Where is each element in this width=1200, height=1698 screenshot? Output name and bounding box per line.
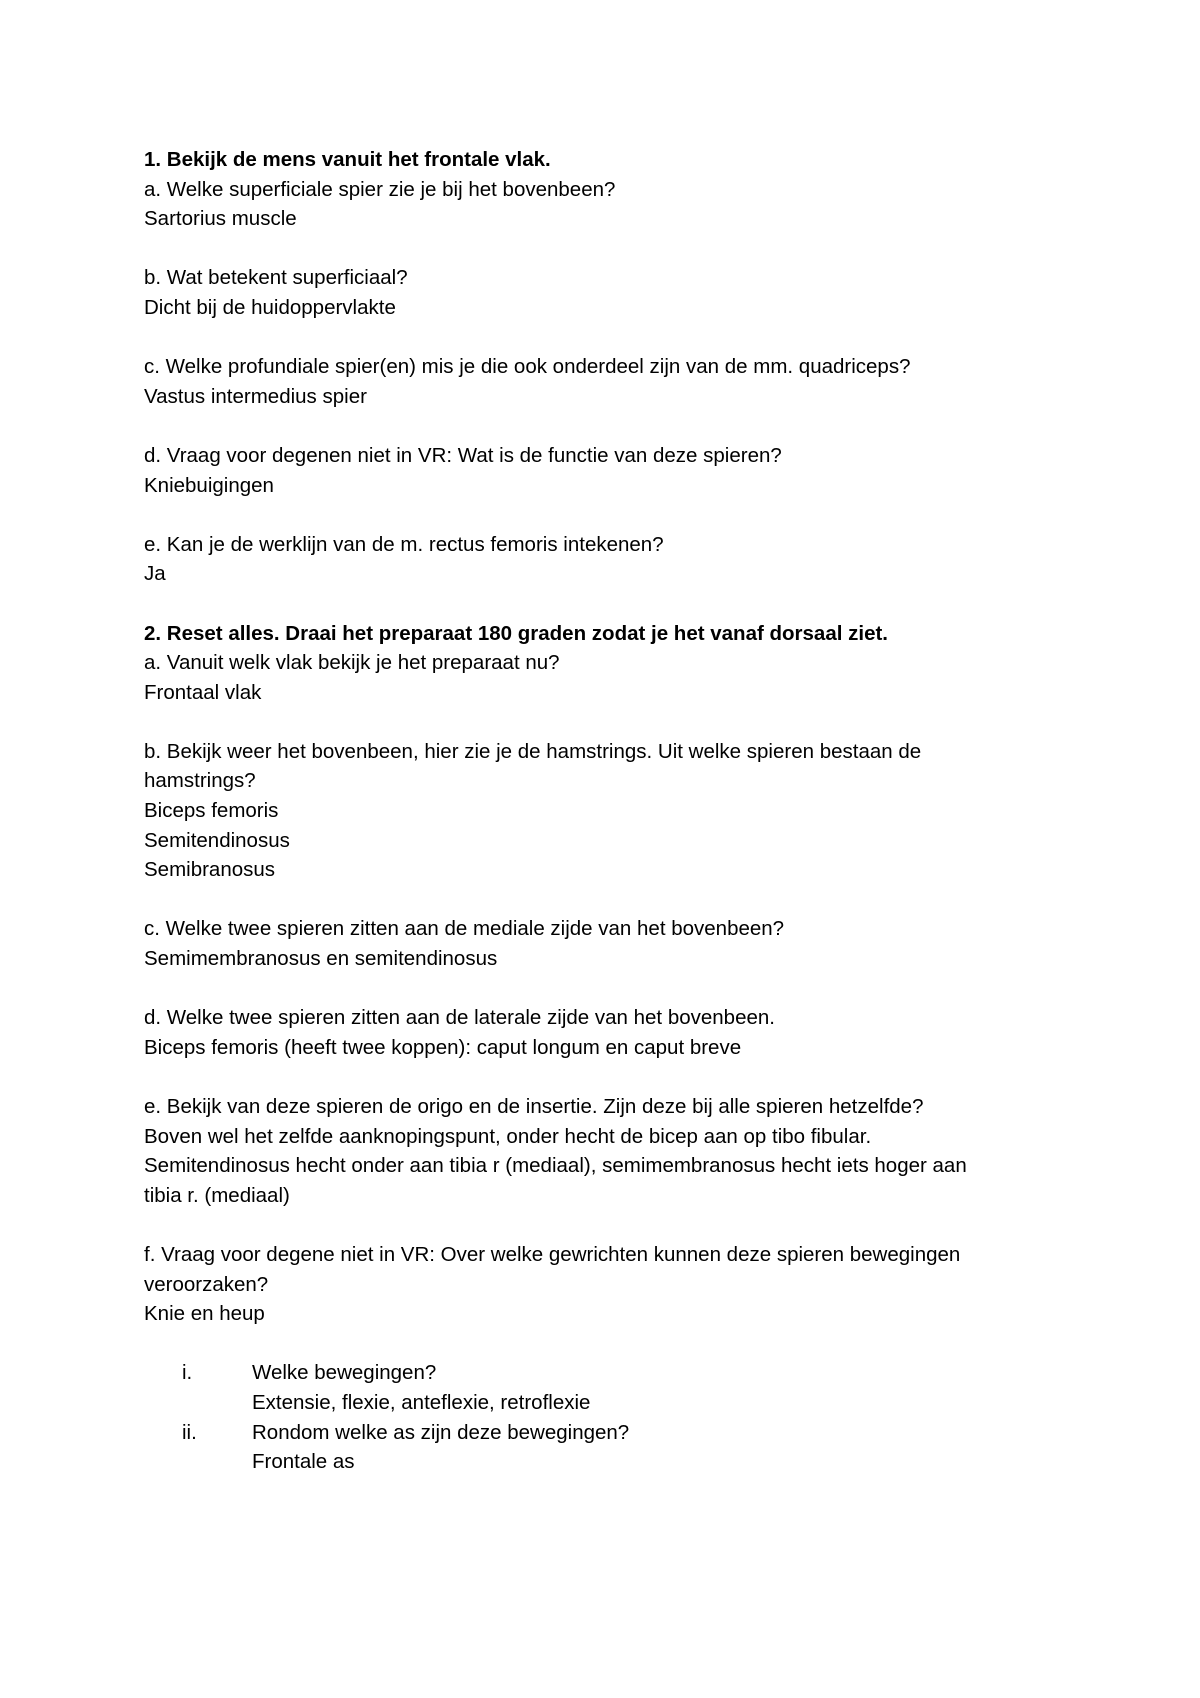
q1-b-question: b. Wat betekent superficiaal? bbox=[144, 266, 408, 290]
q2-a-answer: Frontaal vlak bbox=[144, 680, 262, 704]
q2-f-answer: Knie en heup bbox=[144, 1302, 265, 1326]
q2-b-answer-3: Semibranosus bbox=[144, 858, 276, 882]
q2-e-answer-line-1: Boven wel het zelfde aanknopingspunt, onder hecht de bicep aan op tibo fibular. bbox=[144, 1124, 872, 1148]
q2-b-answer-1: Biceps femoris bbox=[144, 799, 279, 823]
q1-b-answer: Dicht bij de huidoppervlakte bbox=[144, 295, 396, 319]
sub-item-answer: Frontale as bbox=[252, 1450, 355, 1474]
sub-item-question: Welke bewegingen? bbox=[252, 1361, 437, 1385]
sub-item-number: i. bbox=[182, 1361, 193, 1385]
q2-d-answer: Biceps femoris (heeft twee koppen): caput longum en caput breve bbox=[144, 1035, 742, 1059]
q2-c-answer: Semimembranosus en semitendinosus bbox=[144, 947, 498, 971]
q1-e-question: e. Kan je de werklijn van de m. rectus femoris intekenen? bbox=[144, 532, 664, 556]
q2-b-question-line-1: b. Bekijk weer het bovenbeen, hier zie je de hamstrings. Uit welke spieren bestaan de bbox=[144, 739, 922, 763]
sub-item-number: ii. bbox=[182, 1420, 197, 1444]
sub-item-i bbox=[144, 1358, 1064, 1388]
q2-e-question: e. Bekijk van deze spieren de origo en de insertie. Zijn deze bij alle spieren hetzelfde? bbox=[144, 1095, 924, 1118]
q2-b-answer-2: Semitendinosus bbox=[144, 828, 290, 852]
q1-d-question: d. Vraag voor degenen niet in VR: Wat is de functie van deze spieren? bbox=[144, 443, 782, 467]
q1-a-question: a. Welke superficiale spier zie je bij het bovenbeen? bbox=[144, 177, 616, 201]
q2-c-question: c. Welke twee spieren zitten aan de mediale zijde van het bovenbeen? bbox=[144, 917, 785, 941]
q2-b-question-line-2: hamstrings? bbox=[144, 769, 256, 793]
sub-item-ii bbox=[144, 1418, 1064, 1448]
q2-e-answer-line-3: tibia r. (mediaal) bbox=[144, 1183, 290, 1207]
q1-c-answer: Vastus intermedius spier bbox=[144, 384, 367, 408]
q2-f-question-line-2: veroorzaken? bbox=[144, 1272, 269, 1296]
q2-a-question: a. Vanuit welk vlak bekijk je het preparaat nu? bbox=[144, 651, 560, 675]
question-1-heading: 1. Bekijk de mens vanuit het frontale vlak. bbox=[144, 148, 551, 171]
sub-item-answer: Extensie, flexie, anteflexie, retroflexie bbox=[252, 1390, 591, 1414]
q1-d-answer: Kniebuigingen bbox=[144, 473, 274, 497]
question-2-heading: 2. Reset alles. Draai het preparaat 180 graden zodat je het vanaf dorsaal ziet. bbox=[144, 621, 888, 645]
q1-c-question: c. Welke profundiale spier(en) mis je die ook onderdeel zijn van de mm. quadriceps? bbox=[144, 355, 911, 379]
document-body bbox=[144, 145, 1064, 1477]
q2-e-answer-line-2: Semitendinosus hecht onder aan tibia r (mediaal), semimembranosus hecht iets hoger aan bbox=[144, 1154, 967, 1178]
sub-item-question: Rondom welke as zijn deze bewegingen? bbox=[252, 1420, 630, 1444]
q1-e-answer: Ja bbox=[144, 562, 166, 586]
q2-d-question: d. Welke twee spieren zitten aan de laterale zijde van het bovenbeen. bbox=[144, 1006, 775, 1030]
q1-a-answer: Sartorius muscle bbox=[144, 207, 297, 231]
q2-f-question-line-1: f. Vraag voor degene niet in VR: Over welke gewrichten kunnen deze spieren bewegingen bbox=[144, 1242, 961, 1266]
